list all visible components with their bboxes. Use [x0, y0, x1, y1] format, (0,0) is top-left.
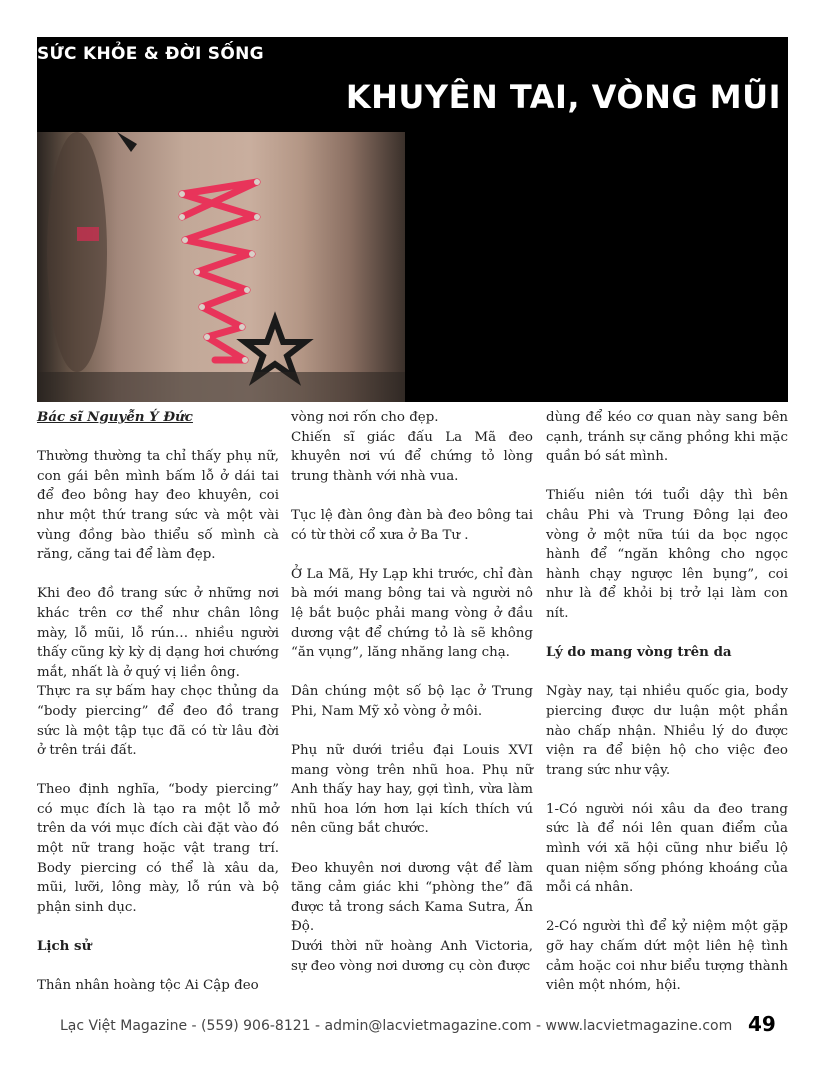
- page-number: 49: [748, 1012, 776, 1036]
- paragraph-gap: [291, 486, 533, 506]
- paragraph: Thường thường ta chỉ thấy phụ nữ, con gái bên mình bấm lỗ ở dái tai để đeo bông hay đeo khuyên, coi như một thứ trang sức và một vài vùng đồng bào thiểu số mình cà răng, căng tai để làm đẹp.: [37, 449, 279, 563]
- paragraph-gap: [546, 898, 788, 918]
- article-column-1: [37, 408, 279, 996]
- article-title: KHUYÊN TAI, VÒNG MŨI: [345, 78, 781, 116]
- paragraph: Đeo khuyên nơi dương vật để làm tăng cảm giác khi “phòng the” đã được tả trong sách Kama Sutra, Ấn Độ.: [291, 860, 533, 935]
- paragraph-gap: [546, 467, 788, 487]
- paragraph: Khi đeo đồ trang sức ở những nơi khác trên cơ thể như chân lông mày, lỗ mũi, lỗ rún… nhiều người thấy cũng kỳ kỳ dị dạng hơi chướng mắt, nhất là ở quý vị liền ông.: [37, 586, 279, 680]
- paragraph: dùng để kéo cơ quan này sang bên cạnh, tránh sự căng phồng khi mặc quần bó sát mình.: [546, 410, 788, 465]
- section-label: SỨC KHỎE & ĐỜI SỐNG: [37, 44, 264, 64]
- paragraph: Thân nhân hoàng tộc Ai Cập đeo: [37, 978, 259, 994]
- paragraph-gap: [291, 545, 533, 565]
- footer-contact: Lạc Việt Magazine - (559) 906-8121 - admin@lacvietmagazine.com - www.lacvietmagazine.com: [60, 1018, 733, 1034]
- paragraph: Ngày nay, tại nhiều quốc gia, body piercing được dư luận một phần nào chấp nhận. Nhiều lý do được viện ra để biện hộ cho việc đeo trang sức như vậy.: [546, 684, 788, 778]
- paragraph: Theo định nghĩa, “body piercing” có mục đích là tạo ra một lỗ mở trên da với mục đích cài đặt vào đó một nữ trang hoặc vật trang trí. Body piercing có thể là xâu da, mũi, lưỡi, lông mày, lỗ rún và bộ phận sinh dục.: [37, 782, 279, 915]
- paragraph: Tục lệ đàn ông đàn bà đeo bông tai có từ thời cổ xưa ở Ba Tư .: [291, 507, 533, 543]
- article-column-2: [291, 408, 533, 976]
- paragraph-gap: [37, 761, 279, 781]
- article-column-3: [546, 408, 788, 996]
- paragraph: Thiếu niên tới tuổi dậy thì bên châu Phi và Trung Đông lại đeo vòng ở một nữa túi da bọc ngọc hành để “ngăn không cho ngọc hành chạy ngược lên bụng”, coi như là để khỏi bị trở lại làm con nít.: [546, 488, 788, 621]
- paragraph: Thực ra sự bấm hay chọc thủng da “body piercing” để đeo đồ trang sức là một tập tục đã có từ lâu đời ở trên trái đất.: [37, 684, 279, 759]
- back-piercing-photo: [37, 132, 405, 402]
- paragraph: Ở La Mã, Hy Lạp khi trước, chỉ đàn bà mới mang bông tai và người nô lệ bắt buộc phải mang vòng ở đầu dương vật để chứng tỏ là sẽ không “ăn vụng”, lăng nhăng lang chạ.: [291, 566, 533, 661]
- photo-illustration: [37, 132, 405, 402]
- paragraph: vòng nơi rốn cho đẹp.: [291, 410, 439, 425]
- hero-image: [37, 132, 788, 402]
- paragraph-gap: [37, 917, 279, 937]
- paragraph: Dân chúng một số bộ lạc ở Trung Phi, Nam Mỹ xỏ vòng ở môi.: [291, 684, 533, 719]
- paragraph-gap: [291, 663, 533, 683]
- section-heading: Lịch sử: [37, 938, 92, 955]
- author-byline: Bác sĩ Nguyễn Ý Đức: [37, 409, 193, 425]
- paragraph-gap: [37, 565, 279, 585]
- paragraph-gap: [291, 722, 533, 742]
- paragraph-gap: [37, 957, 279, 977]
- paragraph-gap: [37, 428, 279, 448]
- corset-lace: [182, 182, 257, 360]
- paragraph: Phụ nữ dưới triều đại Louis XVI mang vòng trên nhũ hoa. Phụ nữ Anh thấy hay hay, gợi tình, vừa làm nhũ hoa lớn hơn lại kích thích vú nên cũng bắt chước.: [291, 743, 533, 837]
- paragraph-gap: [546, 780, 788, 800]
- paragraph: 2-Có người thì để kỷ niệm một gặp gỡ hay chấm dứt một liên hệ tình cảm hoặc coi như biểu tượng thành viên một nhóm, hội.: [546, 919, 788, 994]
- star-tattoo: [245, 320, 305, 378]
- paragraph: Dưới thời nữ hoàng Anh Victoria, sự đeo vòng nơi dương cụ còn được: [291, 939, 533, 974]
- paragraph: Chiến sĩ giác đấu La Mã đeo khuyên nơi vú để chứng tỏ lòng trung thành với nhà vua.: [291, 429, 533, 484]
- paragraph-gap: [291, 839, 533, 859]
- paragraph-gap: [546, 624, 788, 644]
- section-heading: Lý do mang vòng trên da: [546, 644, 732, 661]
- paragraph: 1-Có người nói xâu da đeo trang sức là để nói lên quan điểm của mình với xã hội cũng như biểu lộ quan niệm sống phóng khoáng của mỗi cá nhân.: [546, 801, 788, 896]
- paragraph-gap: [546, 663, 788, 683]
